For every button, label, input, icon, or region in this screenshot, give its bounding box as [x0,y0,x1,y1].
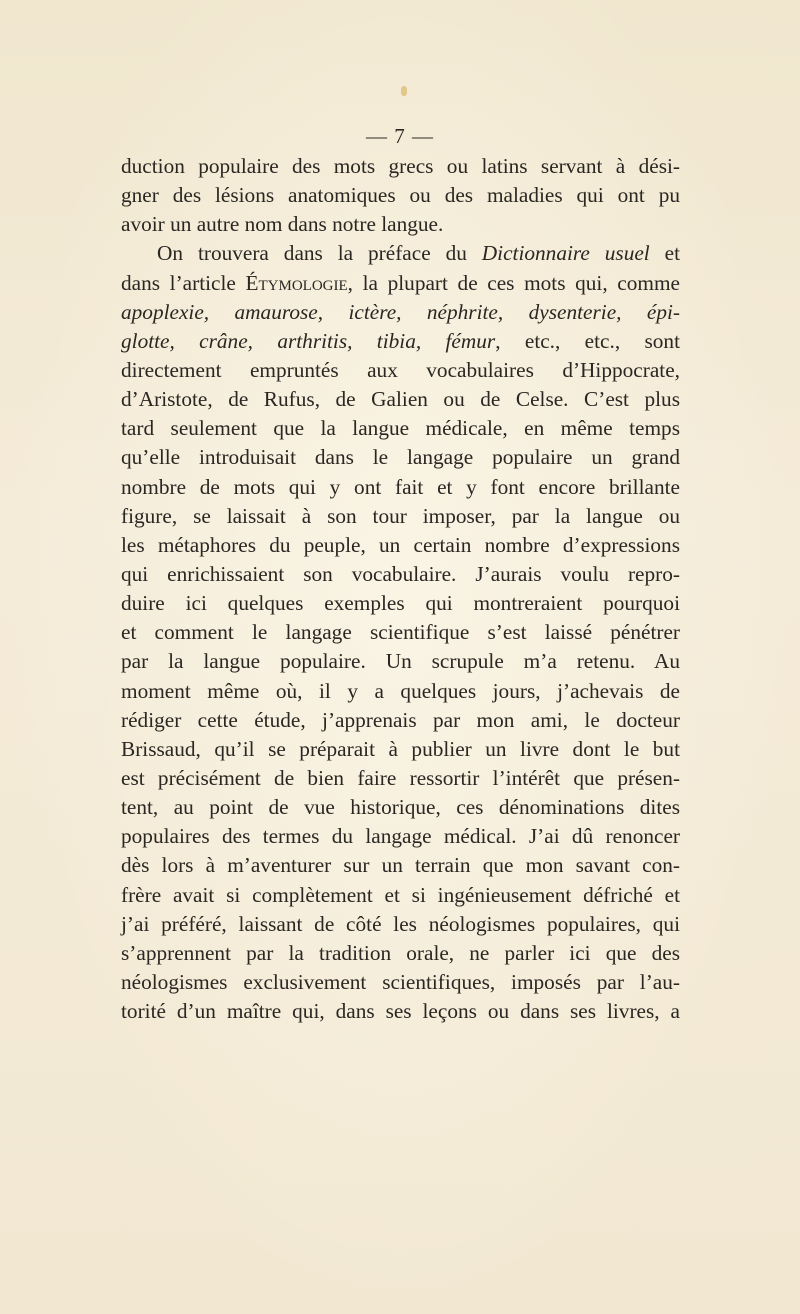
text-line: glotte, crâne, arthritis, tibia, fémur, etc., etc., sont [121,328,680,353]
text-line: moment même où, il y a quelques jours, j’achevais de [121,678,680,703]
text-line: s’apprennent par la tradition orale, ne parler ici que des [121,940,680,965]
text-line: par la langue populaire. Un scrupule m’a retenu. Au [121,649,680,674]
text-line: qu’elle introduisait dans le langage populaire un grand [121,445,680,470]
text-line: frère avait si complètement et si ingénieusement défriché et [121,882,680,907]
text-line: rédiger cette étude, j’apprenais par mon ami, le docteur [121,707,680,732]
text-line: figure, se laissait à son tour imposer, par la langue ou [121,503,680,528]
text-line: duire ici quelques exemples qui montreraient pourquoi [121,591,680,616]
body-text [121,152,680,1026]
text-line: On trouvera dans la préface du Dictionnaire usuel et [157,241,680,266]
text-line: qui enrichissaient son vocabulaire. J’aurais voulu repro- [121,561,680,586]
text-line: et comment le langage scientifique s’est laissé pénétrer [121,620,680,645]
text-line: tent, au point de vue historique, ces dénominations dites [121,795,680,820]
article-title: Étymologie [245,270,348,295]
paper-stain [401,86,407,96]
text-line: est précisément de bien faire ressortir l’intérêt que présen- [121,765,680,790]
text-line: populaires des termes du langage médical. J’ai dû renoncer [121,824,680,849]
book-title: Dictionnaire usuel [481,241,650,266]
text-line: directement empruntés aux vocabulaires d’Hippocrate, [121,357,680,382]
text-line: d’Aristote, de Rufus, de Galien ou de Celse. C’est plus [121,387,680,412]
text-line: apoplexie, amaurose, ictère, néphrite, dysenterie, épi- [121,299,680,324]
text-line: néologismes exclusivement scientifiques, imposés par l’au- [121,969,680,994]
text-line: j’ai préféré, laissant de côté les néologismes populaires, qui [121,911,680,936]
text-line: tard seulement que la langue médicale, en même temps [121,416,680,441]
text-line: les métaphores du peuple, un certain nombre d’expressions [121,532,680,557]
text-line: Brissaud, qu’il se préparait à publier un livre dont le but [121,736,680,761]
text-line: dès lors à m’aventurer sur un terrain que mon savant con- [121,853,680,878]
text-line: torité d’un maître qui, dans ses leçons ou dans ses livres, a [121,999,680,1024]
text-line: gner des lésions anatomiques ou des maladies qui ont pu [121,183,680,208]
text-line: duction populaire des mots grecs ou latins servant à dési- [121,154,680,178]
page-number: — 7 — [366,124,434,148]
text-line: dans l’article Étymologie, la plupart de ces mots qui, comme [121,270,680,295]
text-line: avoir un autre nom dans notre langue. [121,212,444,237]
text-line: nombre de mots qui y ont fait et y font encore brillante [121,474,680,499]
